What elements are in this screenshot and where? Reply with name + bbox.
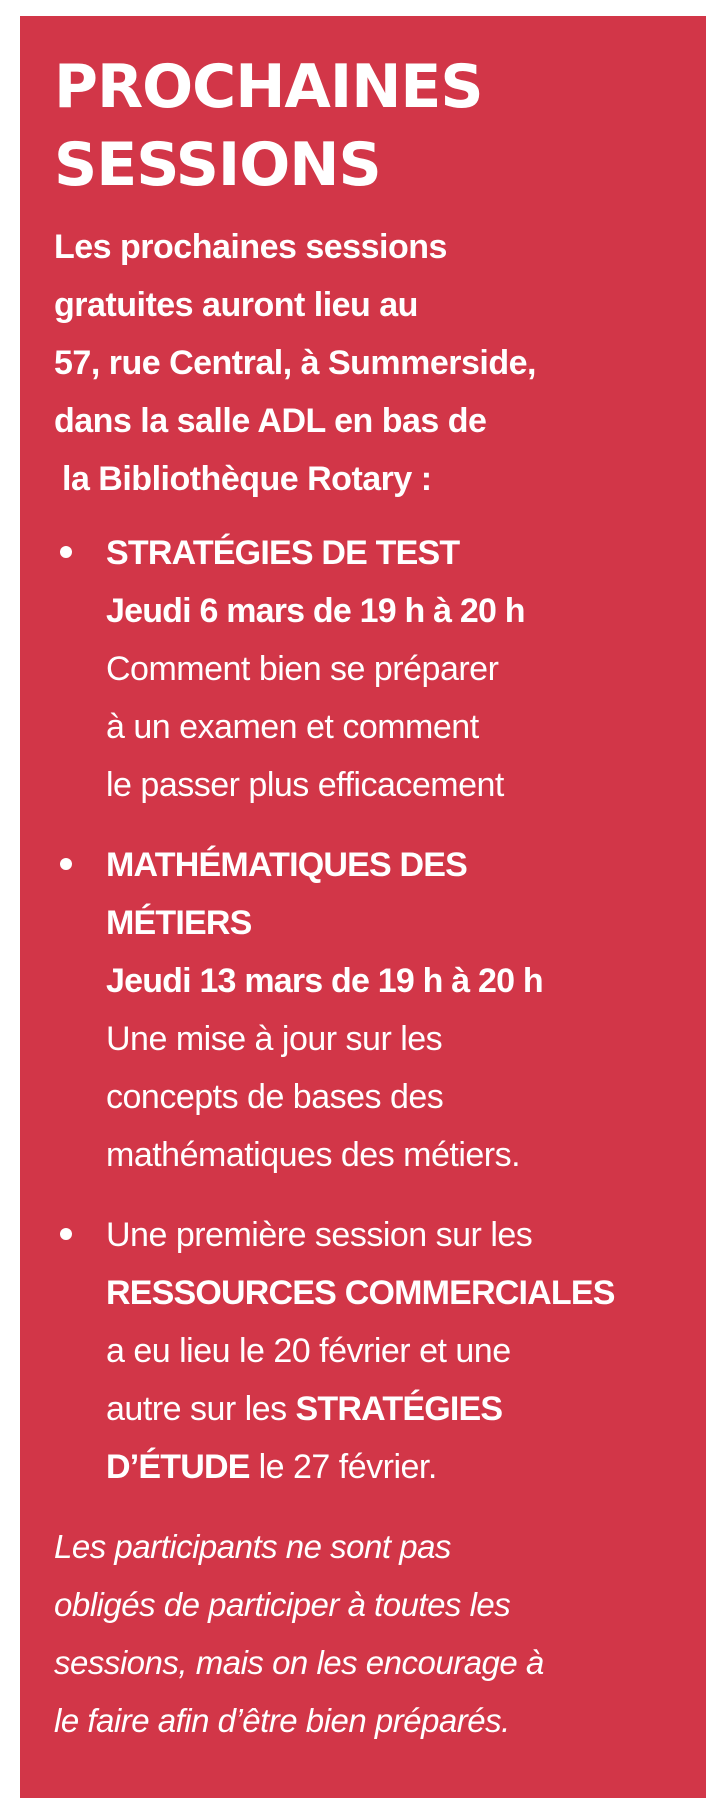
past-session-line xyxy=(106,1438,678,1496)
bullet-icon xyxy=(60,858,72,870)
session-list xyxy=(54,524,678,1496)
past-session-text: le 27 février. xyxy=(249,1448,437,1486)
bullet-icon xyxy=(60,546,72,558)
note-line-2: obligés de participer à toutes les xyxy=(54,1586,511,1623)
session-description-line: Comment bien se préparer xyxy=(106,650,499,688)
session-date: Jeudi 13 mars de 19 h à 20 h xyxy=(106,962,543,1000)
intro-line-5: la Bibliothèque Rotary : xyxy=(62,460,432,498)
intro-line-3: 57, rue Central, à Summerside, xyxy=(54,344,536,382)
intro-line-2: gratuites auront lieu au xyxy=(54,286,418,324)
session-description-line: concepts de bases des xyxy=(106,1078,444,1116)
session-date: Jeudi 6 mars de 19 h à 20 h xyxy=(106,592,525,630)
session-item-trade-math xyxy=(54,836,678,1184)
session-description-line: à un examen et comment xyxy=(106,708,479,746)
bullet-icon xyxy=(60,1228,72,1240)
intro-line-4: dans la salle ADL en bas de xyxy=(54,402,487,440)
title-line-2: SESSIONS xyxy=(54,130,381,200)
note-line-3: sessions, mais on les encourage à xyxy=(54,1644,544,1681)
past-session-line xyxy=(106,1380,678,1438)
session-description-line: le passer plus efficacement xyxy=(106,766,504,804)
title-line-1: PROCHAINES xyxy=(54,52,483,122)
past-session-line: Une première session sur les xyxy=(106,1216,533,1254)
past-session-highlight: D’ÉTUDE xyxy=(106,1448,250,1486)
session-title: MÉTIERS xyxy=(106,904,252,942)
session-title: MATHÉMATIQUES DES xyxy=(106,846,468,884)
past-session-line: a eu lieu le 20 février et une xyxy=(106,1332,511,1370)
box-title xyxy=(54,48,678,204)
intro-line-1: Les prochaines sessions xyxy=(54,228,447,266)
note-line-4: le faire afin d’être bien préparés. xyxy=(54,1702,510,1739)
note-line-1: Les participants ne sont pas xyxy=(54,1528,451,1565)
session-description-line: Une mise à jour sur les xyxy=(106,1020,443,1058)
intro-paragraph xyxy=(54,218,678,508)
sessions-info-box xyxy=(20,16,706,1798)
session-item-past-sessions xyxy=(54,1206,678,1496)
past-session-highlight: STRATÉGIES xyxy=(295,1390,503,1428)
session-title: STRATÉGIES DE TEST xyxy=(106,534,460,572)
session-item-test-strategies xyxy=(54,524,678,814)
past-session-text: autre sur les xyxy=(106,1390,296,1428)
session-description-line: mathématiques des métiers. xyxy=(106,1136,521,1174)
closing-note xyxy=(54,1518,678,1750)
past-session-highlight: RESSOURCES COMMERCIALES xyxy=(106,1274,615,1312)
